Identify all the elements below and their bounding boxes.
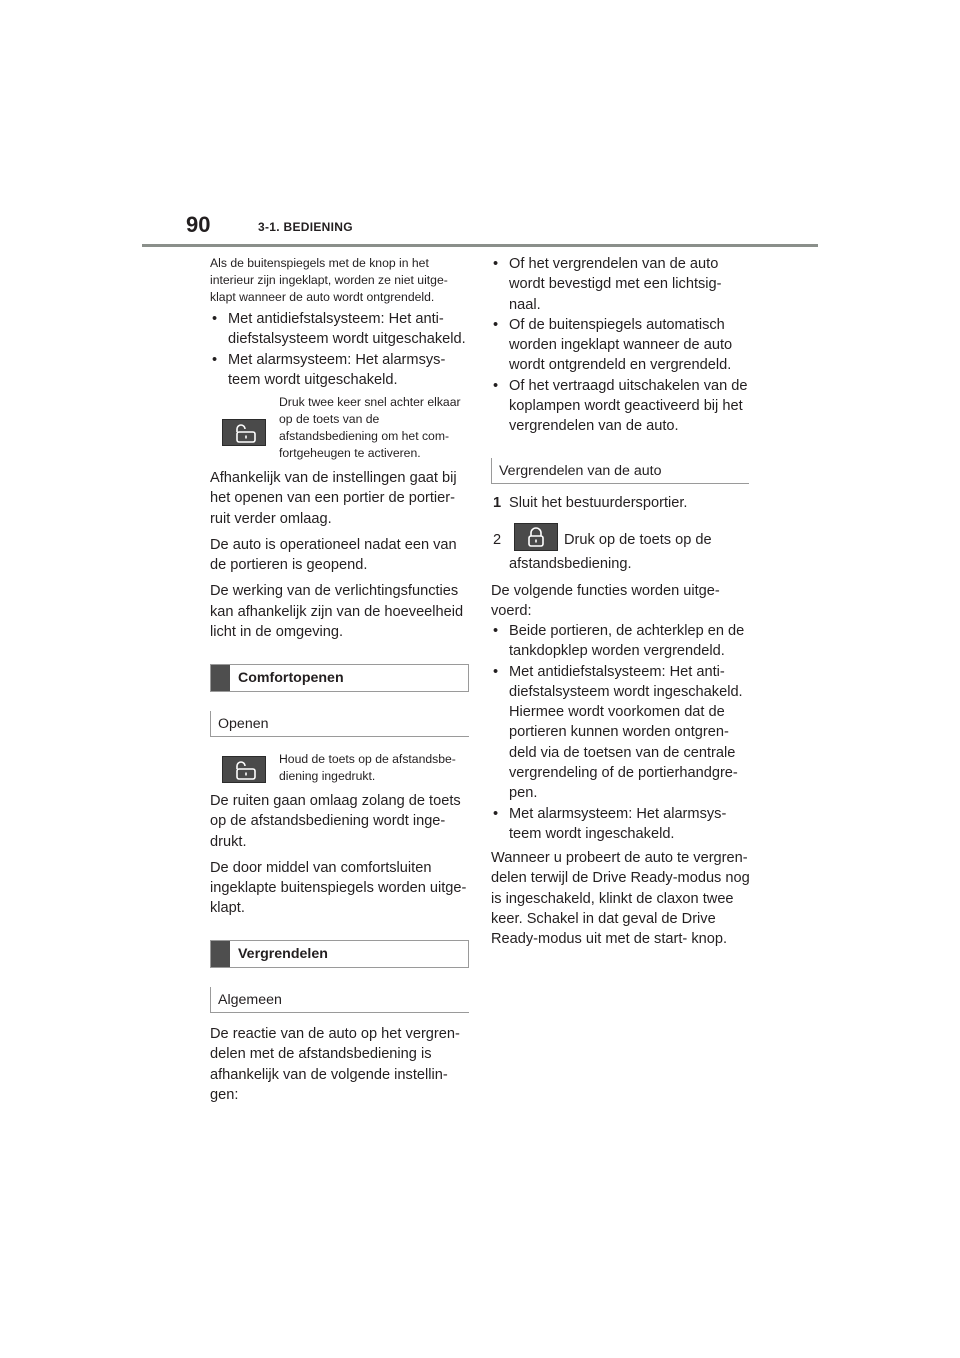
note-hold-button: Houd de toets op de afstandsbe- diening ingedrukt.	[279, 752, 456, 783]
paragraph-settings: De reactie van de auto op het vergren- delen met de afstandsbediening is afhankelijk van de volgende instellin- gen:	[210, 1026, 460, 1103]
intro-note: Als de buitenspiegels met de knop in het interieur zijn ingeklapt, worden ze niet uitge- klapt wanneer de auto wordt ontgrendeld.	[210, 256, 448, 304]
unlock-button-icon	[222, 419, 266, 446]
heading-text: Comfortopenen	[238, 670, 344, 686]
list-item: • Of het vergrendelen van de auto wordt bevestigd met een lichtsig- naal.	[491, 254, 753, 315]
step-2-text-a: Druk op de toets op de	[564, 532, 712, 548]
paragraph: De door middel van comfortsluiten ingeklapte buitenspiegels worden uitge- klapt.	[210, 859, 467, 917]
paragraph-group-2	[210, 791, 472, 925]
heading-vergrendelen	[210, 940, 469, 968]
unlock-button-icon-2	[222, 756, 266, 783]
step-2-text-b: afstandsbediening.	[509, 556, 632, 572]
subheading-algemeen: Algemeen	[210, 987, 469, 1013]
heading-bar	[211, 665, 230, 691]
unlock-icon	[230, 760, 258, 780]
subheading-openen: Openen	[210, 711, 469, 737]
heading-comfortopenen	[210, 664, 469, 692]
section-title: 3-1. BEDIENING	[258, 220, 353, 234]
paragraph: De werking van de verlichtingsfuncties kan afhankelijk zijn van de hoeveelheid licht in de omgeving.	[210, 583, 464, 641]
step-text: Sluit het bestuurdersportier.	[509, 495, 688, 511]
paragraph-group-1	[210, 468, 472, 648]
list-item: • Of het vertraagd uitschakelen van de koplampen wordt geactiveerd bij het vergrendelen van de auto.	[491, 376, 753, 437]
list-item: • Of de buitenspiegels automatisch worden ingeklapt wanneer de auto wordt ontgrendeld en vergrendeld.	[491, 315, 753, 376]
heading-bar	[211, 941, 230, 967]
lock-icon	[522, 527, 550, 547]
list-item: • Met alarmsysteem: Het alarmsys- teem wordt uitgeschakeld.	[210, 350, 472, 391]
step-1	[493, 493, 687, 513]
step-2-number: 2	[493, 532, 502, 548]
paragraph-functions: De volgende functies worden uitge- voerd:	[491, 583, 720, 620]
subheading-vergrendelen-auto: Vergrendelen van de auto	[491, 458, 749, 484]
note-comfort-memory: Druk twee keer snel achter elkaar op de toets van de afstandsbediening om het com- fortgeheugen te activeren.	[279, 395, 461, 460]
step-number: 1	[493, 495, 502, 511]
bullet-list-disarm	[210, 309, 472, 390]
list-item: • Met alarmsysteem: Het alarmsys- teem wordt ingeschakeld.	[491, 804, 753, 845]
list-item: • Met antidiefstalsysteem: Het anti- diefstalsysteem wordt uitgeschakeld.	[210, 309, 472, 350]
bullet-list-settings	[491, 254, 753, 437]
heading-text: Vergrendelen	[238, 946, 328, 962]
bullet-list-functions	[491, 621, 753, 844]
header-divider	[142, 244, 818, 247]
page-number: 90	[186, 212, 211, 237]
paragraph: Afhankelijk van de instellingen gaat bij het openen van een portier de portier- ruit verder omlaag.	[210, 470, 457, 527]
paragraph: De ruiten gaan omlaag zolang de toets op de afstandsbediening wordt inge- drukt.	[210, 793, 461, 850]
paragraph: De auto is operationeel nadat een van de portieren is geopend.	[210, 536, 457, 574]
list-item: • Met antidiefstalsysteem: Het anti- diefstalsysteem wordt ingeschakeld. Hiermee wordt voorkomen dat de portieren kunnen worden ontgren- deld via de toetsen van de centrale vergrendeling of de portierhandgre- pen.	[491, 662, 753, 804]
unlock-icon	[230, 423, 258, 443]
lock-button-icon	[514, 523, 558, 551]
paragraph-drive-ready: Wanneer u probeert de auto te vergren- delen terwijl de Drive Ready-modus nog is ingeschakeld, klinkt de claxon twee keer. Schakel in dat geval de Drive Ready-modus uit met de start- knop.	[491, 850, 750, 948]
list-item: • Beide portieren, de achterklep en de tankdopklep worden vergrendeld.	[491, 621, 753, 662]
